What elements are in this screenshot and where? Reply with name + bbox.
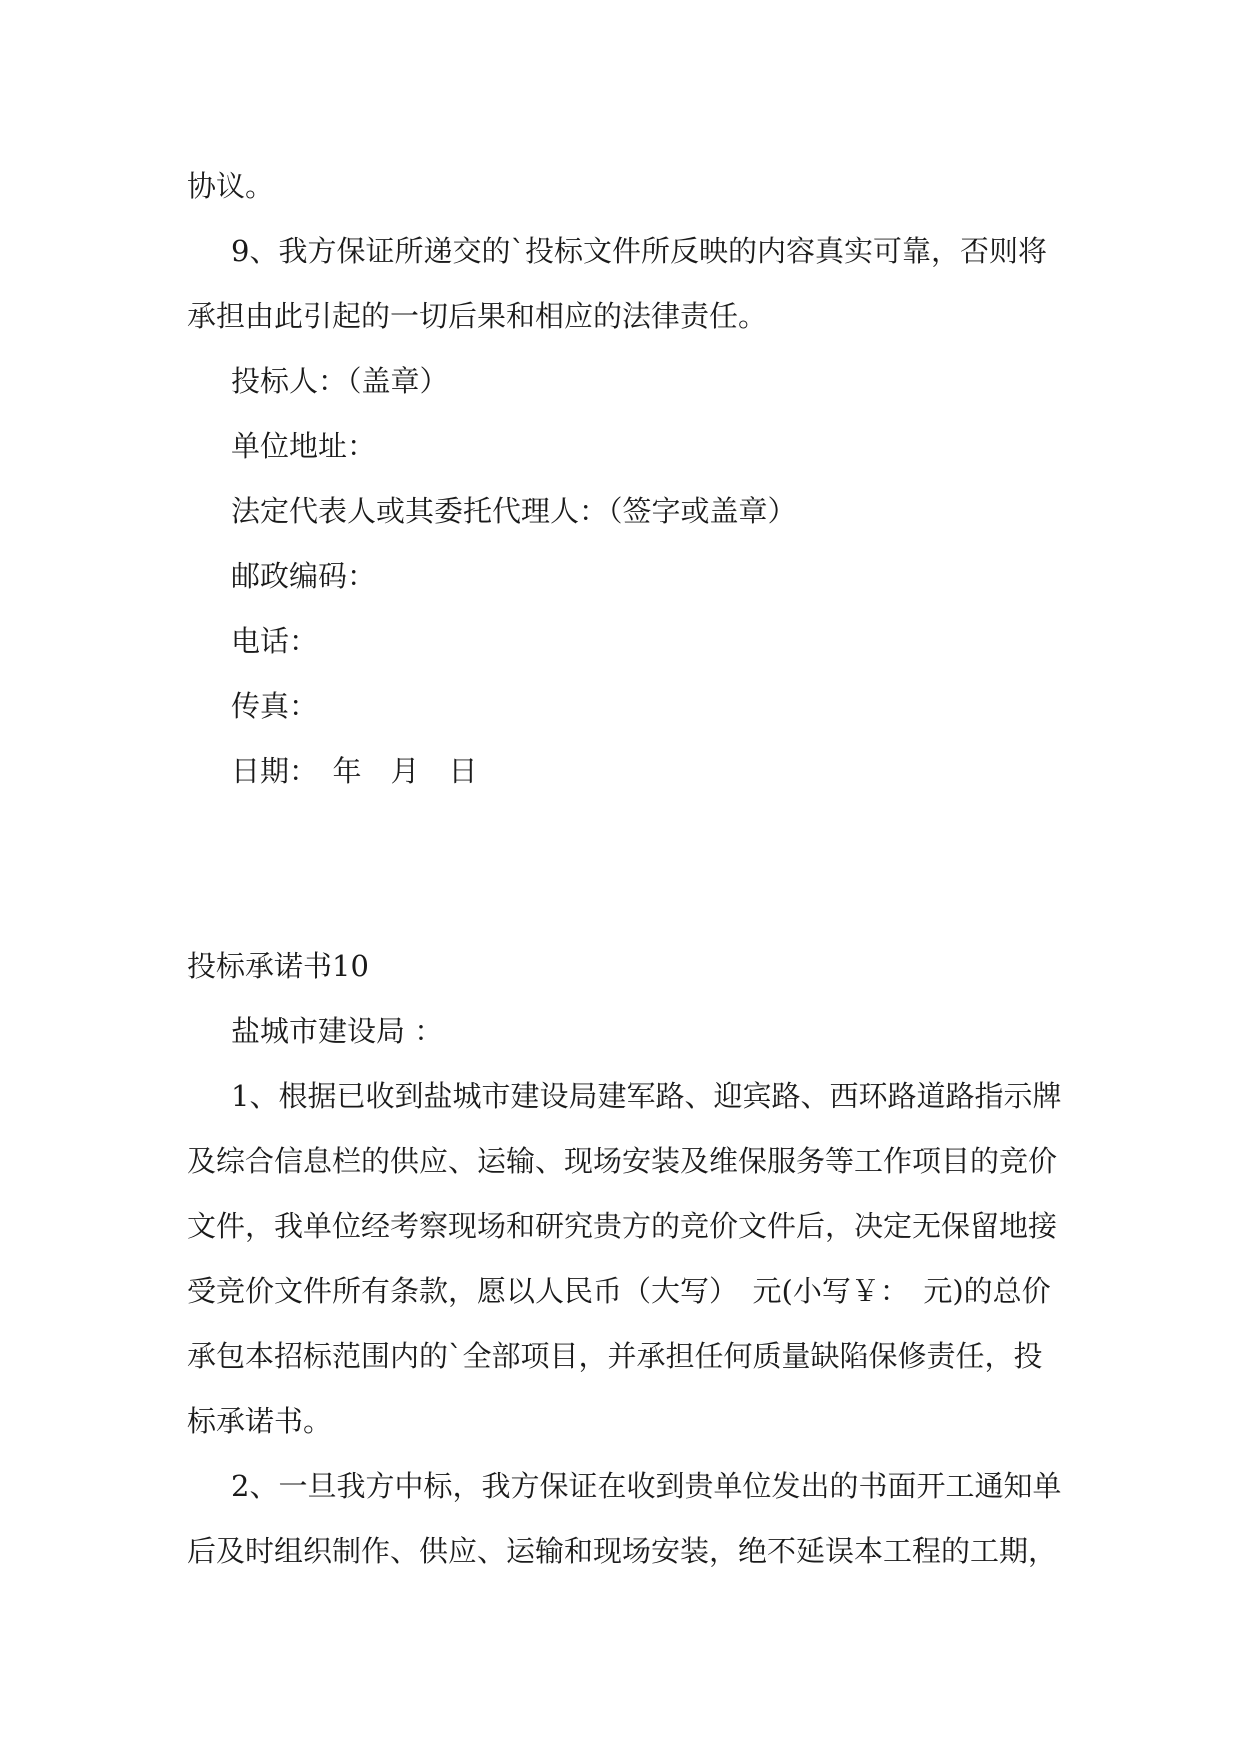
phone-field: 电话：: [231, 624, 319, 658]
fax-field: 传真：: [231, 689, 319, 723]
text-line: 2、一旦我方中标，我方保证在收到贵单位发出的书面开工通知单: [231, 1469, 1062, 1503]
text-line: 9、我方保证所递交的`投标文件所反映的内容真实可靠，否则将: [231, 234, 1047, 268]
text-line: 受竞价文件所有条款，愿以人民币（大写） 元(小写￥： 元)的总价: [187, 1274, 1051, 1308]
text-line: 及综合信息栏的供应、运输、现场安装及维保服务等工作项目的竞价: [187, 1144, 1058, 1178]
text-line: 承包本招标范围内的`全部项目，并承担任何质量缺陷保修责任，投: [187, 1339, 1043, 1373]
text-line: 后及时组织制作、供应、运输和现场安装，绝不延误本工程的工期，: [187, 1534, 1058, 1568]
bidder-field: 投标人：（盖章）: [231, 364, 449, 398]
text-line: 1、根据已收到盐城市建设局建军路、迎宾路、西环路道路指示牌: [231, 1079, 1062, 1113]
text-line: 文件，我单位经考察现场和研究贵方的竞价文件后，决定无保留地接: [187, 1209, 1058, 1243]
section-gap: [187, 804, 1067, 934]
section-title: 投标承诺书10: [187, 949, 369, 983]
text-line: 承担由此引起的一切后果和相应的法律责任。: [187, 299, 768, 333]
addressee: 盐城市建设局 ：: [231, 1014, 444, 1048]
postcode-field: 邮政编码：: [231, 559, 377, 593]
text-line: 标承诺书。: [187, 1404, 333, 1438]
document-body: [187, 154, 1067, 1584]
representative-field: 法定代表人或其委托代理人：（签字或盖章）: [231, 494, 797, 528]
text-line: 协议。: [187, 169, 275, 203]
address-field: 单位地址：: [231, 429, 377, 463]
date-field: 日期： 年 月 日: [231, 754, 478, 788]
